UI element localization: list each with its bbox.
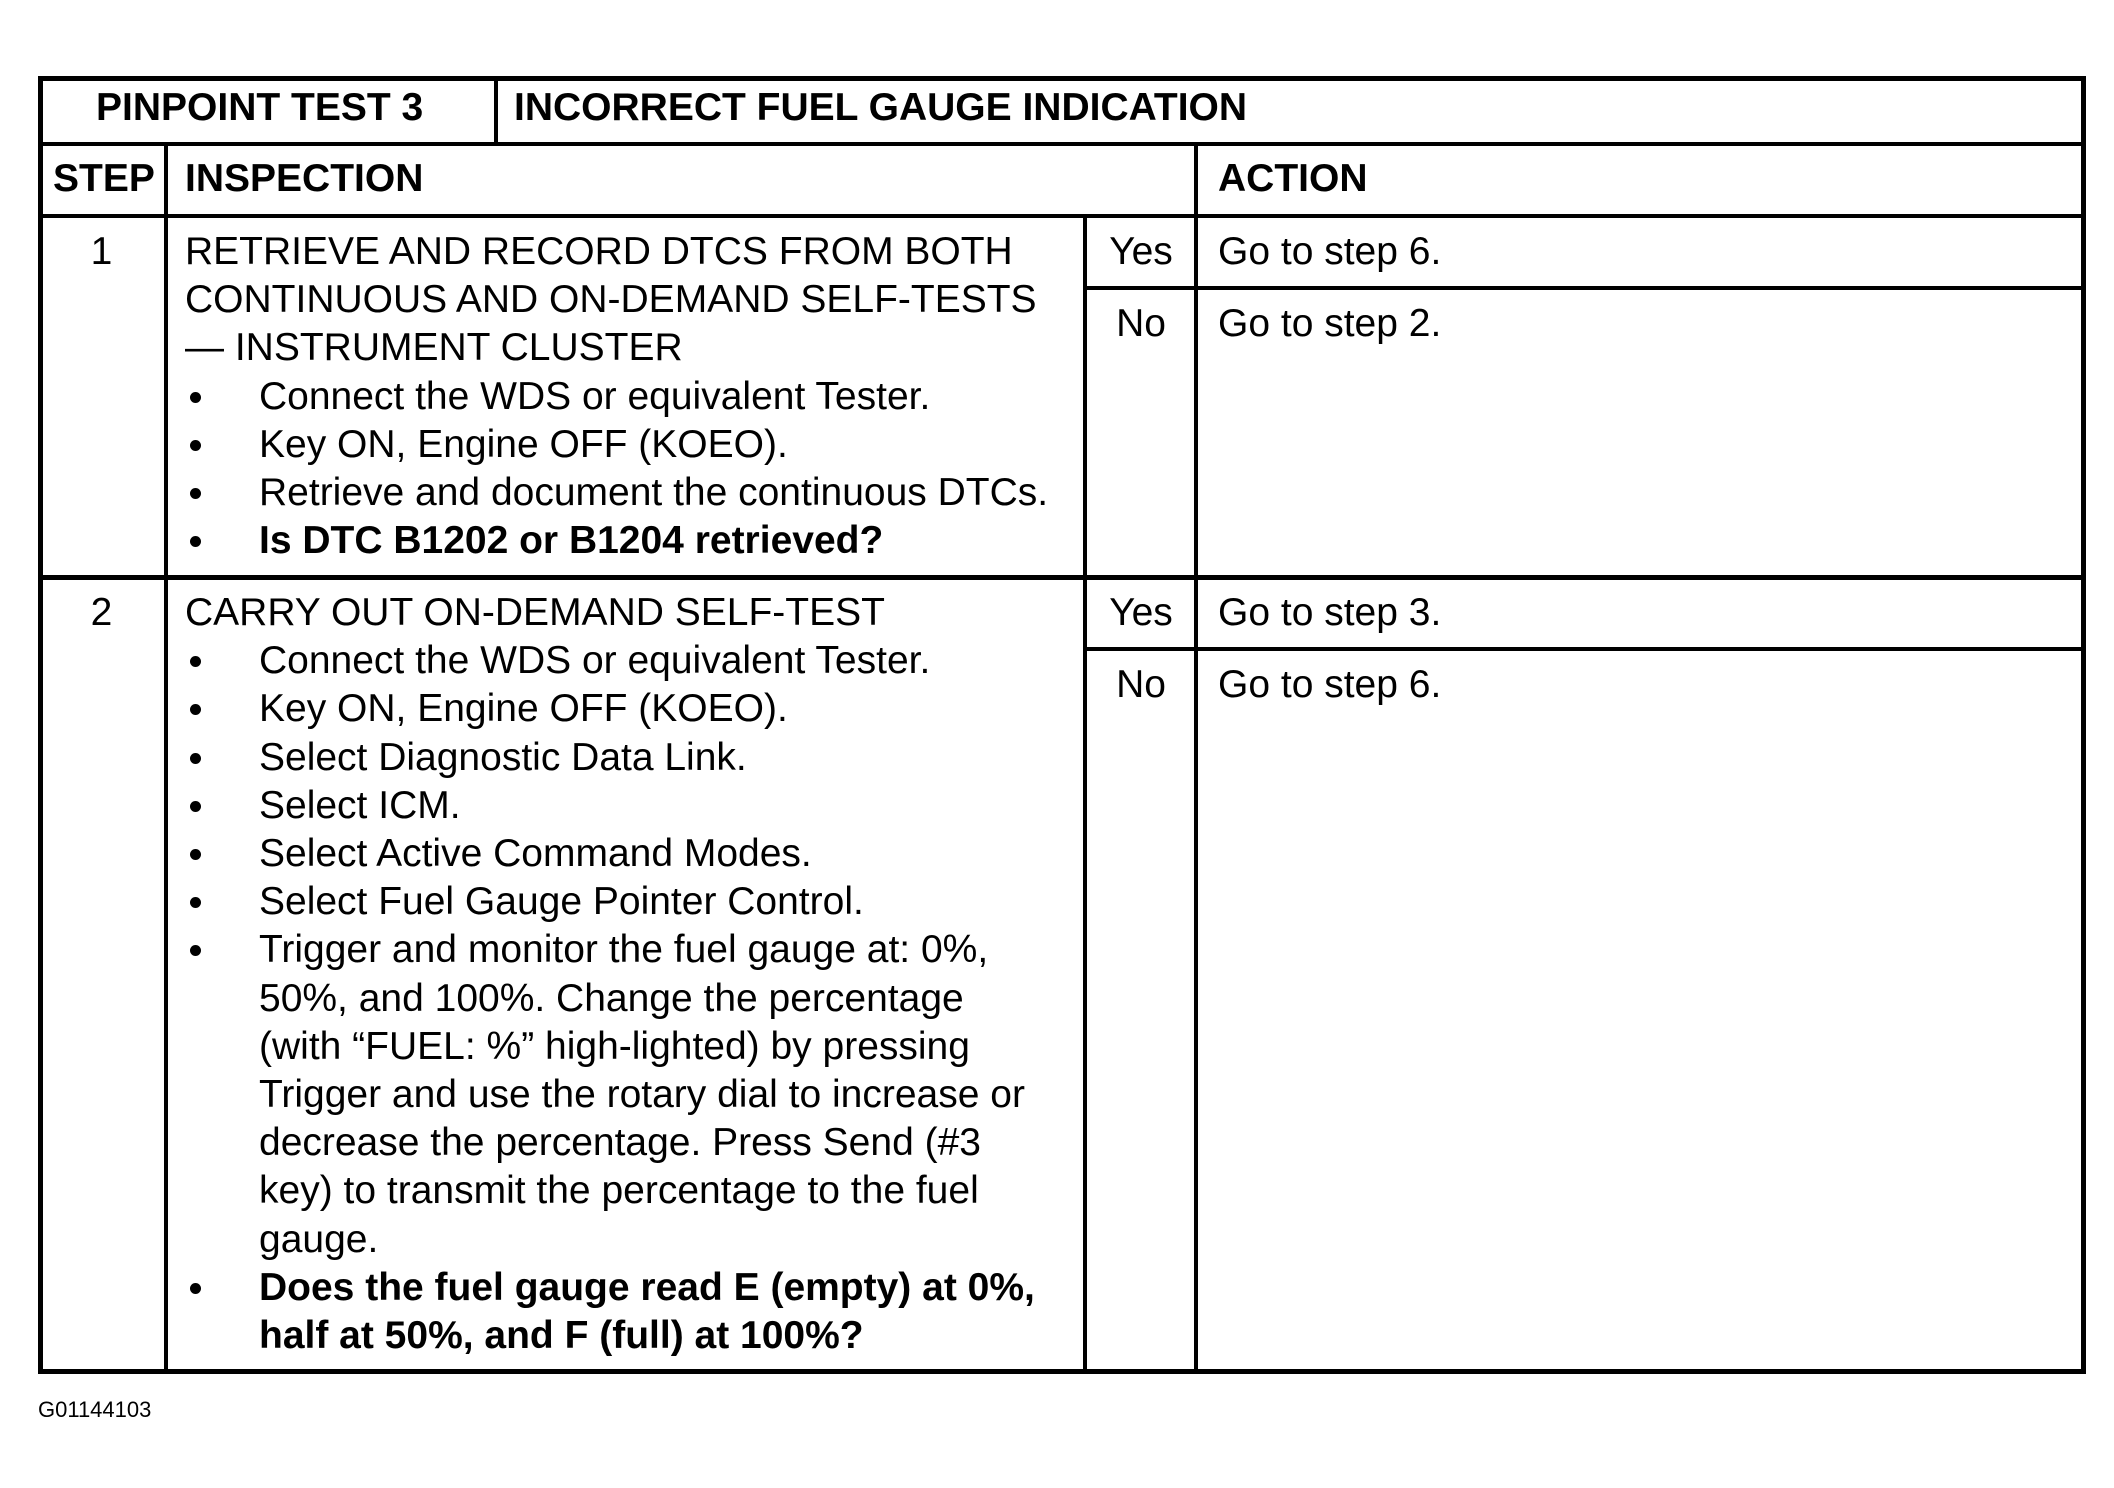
bullet-icon bbox=[190, 392, 201, 403]
list-item: Retrieve and document the continuous DTCs. bbox=[185, 469, 1048, 517]
step-1-bullets bbox=[185, 373, 1048, 566]
step-2-number: 2 bbox=[90, 591, 113, 634]
rule-inspection-yesno bbox=[1083, 214, 1087, 1374]
list-item: Select Fuel Gauge Pointer Control. bbox=[185, 878, 1035, 926]
list-item: Connect the WDS or equivalent Tester. bbox=[185, 637, 1035, 685]
step-2-yes-action: Go to step 3. bbox=[1218, 591, 1442, 634]
bullet-icon bbox=[190, 440, 201, 451]
column-header-step: STEP bbox=[53, 157, 155, 200]
column-header-inspection: INSPECTION bbox=[185, 157, 424, 200]
rule-below-title bbox=[38, 142, 2086, 146]
bullet-icon bbox=[190, 488, 201, 499]
bullet-icon bbox=[190, 656, 201, 667]
step-1-no-action: Go to step 2. bbox=[1218, 302, 1442, 345]
bullet-icon bbox=[190, 897, 201, 908]
figure-id: G01144103 bbox=[38, 1397, 152, 1422]
bullet-icon bbox=[190, 536, 201, 547]
step-2-question: Does the fuel gauge read E (empty) at 0%, half at 50%, and F (full) at 100%? bbox=[185, 1264, 1035, 1360]
rule-step1-yes-no bbox=[1085, 286, 2086, 290]
list-item: Select ICM. bbox=[185, 782, 1035, 830]
rule-title-divider bbox=[494, 76, 498, 144]
list-item: Key ON, Engine OFF (KOEO). bbox=[185, 685, 1035, 733]
test-title: INCORRECT FUEL GAUGE INDICATION bbox=[514, 86, 1248, 129]
list-item: Select Active Command Modes. bbox=[185, 830, 1035, 878]
rule-step-column bbox=[164, 142, 168, 1374]
list-item: Trigger and monitor the fuel gauge at: 0%, 50%, and 100%. Change the percentage (with “FUEL: %” high-lighted) by pressing Trigger and use the rotary dial to increase or decrease the percentage. Press Send (#3 key) to transmit the percentage to the fuel gauge. bbox=[185, 926, 1035, 1263]
rule-between-steps bbox=[38, 575, 2086, 580]
test-number: PINPOINT TEST 3 bbox=[96, 86, 424, 129]
step-2-yes-label: Yes bbox=[1109, 591, 1173, 634]
step-2-bullets bbox=[185, 637, 1035, 1360]
step-1-inspection bbox=[185, 228, 1048, 565]
list-item: Select Diagnostic Data Link. bbox=[185, 734, 1035, 782]
column-header-action: ACTION bbox=[1218, 157, 1368, 200]
step-1-question: Is DTC B1202 or B1204 retrieved? bbox=[185, 517, 1048, 565]
bullet-icon bbox=[190, 849, 201, 860]
list-item: Connect the WDS or equivalent Tester. bbox=[185, 373, 1048, 421]
rule-step2-yes-no bbox=[1085, 647, 2086, 651]
step-2-no-label: No bbox=[1116, 663, 1166, 706]
bullet-icon bbox=[190, 753, 201, 764]
step-1-no-label: No bbox=[1116, 302, 1166, 345]
bullet-icon bbox=[190, 704, 201, 715]
step-1-number: 1 bbox=[90, 230, 113, 273]
step-1-title: RETRIEVE AND RECORD DTCS FROM BOTH CONTINUOUS AND ON-DEMAND SELF-TESTS — INSTRUMENT CLUSTER bbox=[185, 230, 1037, 370]
list-item: Key ON, Engine OFF (KOEO). bbox=[185, 421, 1048, 469]
step-2-inspection bbox=[185, 589, 1035, 1360]
step-2-title: CARRY OUT ON-DEMAND SELF-TEST bbox=[185, 591, 885, 634]
rule-below-columns bbox=[38, 214, 2086, 218]
step-1-yes-action: Go to step 6. bbox=[1218, 230, 1442, 273]
step-2-no-action: Go to step 6. bbox=[1218, 663, 1442, 706]
step-1-yes-label: Yes bbox=[1109, 230, 1173, 273]
bullet-icon bbox=[190, 801, 201, 812]
bullet-icon bbox=[190, 1283, 201, 1294]
bullet-icon bbox=[190, 945, 201, 956]
